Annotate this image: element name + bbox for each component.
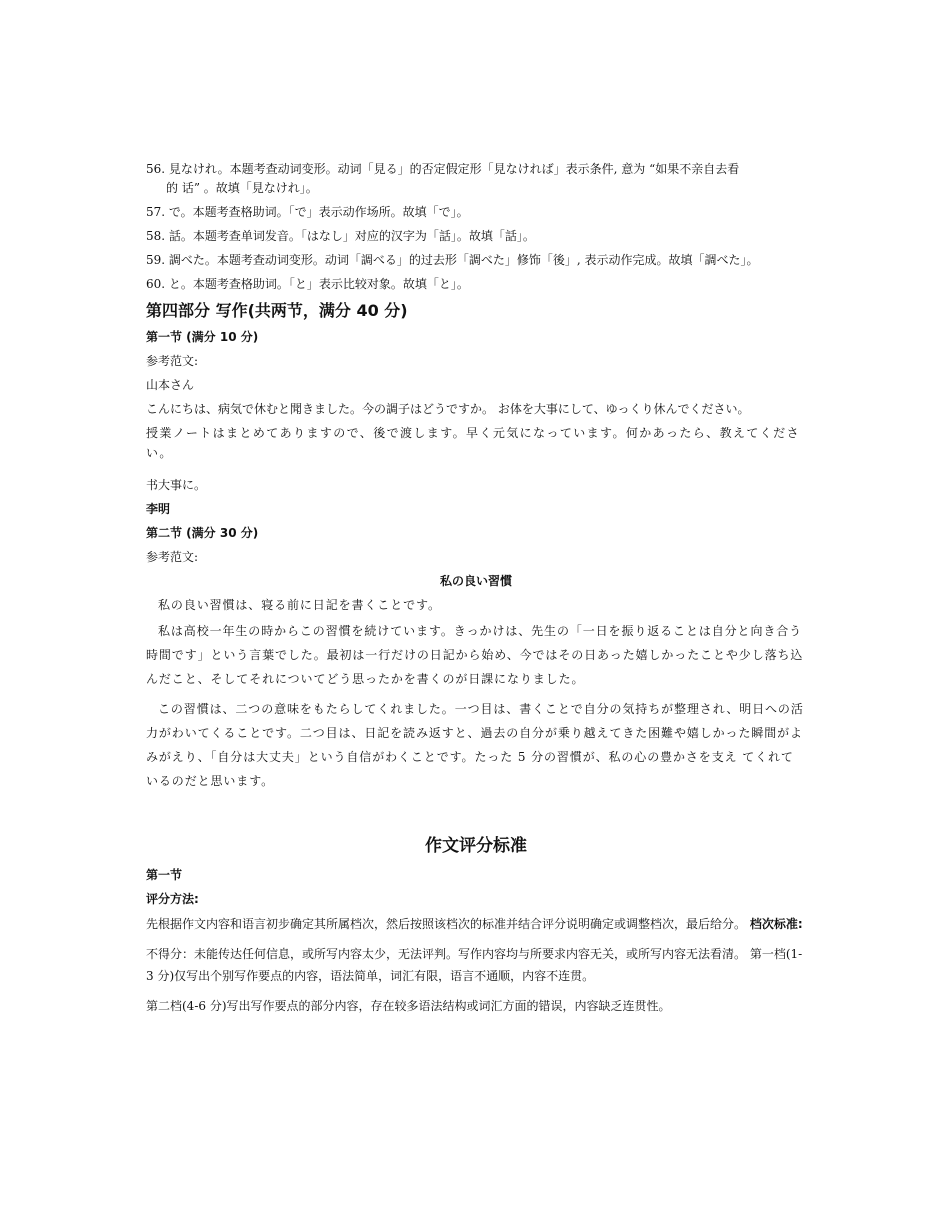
answer-56-line2: 的 话” 。故填「見なけれ」。 bbox=[166, 181, 318, 195]
spacer bbox=[146, 467, 806, 475]
answer-58: 58. 話。本题考查单词发音。「はなし」对应的汉字为「話」。故填「話」。 bbox=[146, 229, 535, 243]
essay-paragraph-2: 私は高校一年生の時からこの習慣を続けています。きっかけは、先生の「一日を振り返ることは自分と向き合う時間です」という言葉でした。最初は一行だけの日記から始め、今ではその日あった嬉しかったことや少し落ち込んだこと、そしてそれについてどう思ったかを書くのが日課になりました。 bbox=[146, 624, 804, 686]
essay-title: 私の良い習慣 bbox=[439, 574, 512, 588]
answer-57: 57. で。本题考查格助词。「で」表示动作场所。故填「で」。 bbox=[146, 205, 469, 219]
answer-56-line1: 56. 見なけれ。本题考查动词变形。动词「見る」的否定假定形「見なければ」表示条件, 意为 “如果不亲自去看 bbox=[146, 162, 740, 176]
answer-59: 59. 調べた。本题考查动词变形。动词「調べる」的过去形「調べた」修饰「後」, 表示动作完成。故填「調べた」。 bbox=[146, 253, 759, 267]
document-page bbox=[146, 160, 806, 1025]
essay-paragraph-3: この習慣は、二つの意味をもたらしてくれました。一つ目は、書くことで自分の気持ちが整理され、明日への活力がわいてくることです。二つ目は、日記を読み返すと、過去の自分が乗り越えてきた困難や嬉しかった瞬間がよみがえり、「自分は大丈夫」という自信がわくことです。たった 5 分の習慣が、私の心の豊かさを支え てくれているのだと思います。 bbox=[146, 702, 804, 788]
letter-addressee: 山本さん bbox=[146, 378, 195, 392]
criteria-grade-1: 第一档(1-3 分)仅写出个别写作要点的内容，语法简单，词汇有限，语言不通顺，内容不连贯。 bbox=[146, 947, 803, 983]
letter-signature: 李明 bbox=[146, 502, 171, 516]
criteria-title: 作文评分标准 bbox=[425, 836, 527, 856]
criteria-grade-label: 档次标准: bbox=[749, 917, 803, 931]
essay-paragraph-1: 私の良い習慣は、寝る前に日記を書くことです。 bbox=[158, 598, 441, 612]
criteria-method-text bbox=[146, 913, 806, 935]
part4-heading: 第四部分 写作(共两节，满分 40 分) bbox=[146, 301, 408, 320]
section2-ref-label: 参考范文: bbox=[146, 550, 199, 564]
criteria-section-label: 第一节 bbox=[146, 868, 183, 882]
criteria-method-body: 先根据作文内容和语言初步确定其所属档次，然后按照该档次的标准并结合评分说明确定或调整档次，最后给分。 bbox=[146, 917, 747, 931]
section1-heading: 第一节 (满分 10 分) bbox=[146, 330, 259, 344]
answer-60: 60. と。本题考查格助词。「と」表示比较对象。故填「と」。 bbox=[146, 277, 469, 291]
criteria-grade-2: 第二档(4-6 分)写出写作要点的部分内容，存在较多语法结构或词汇方面的错误，内容缺乏连贯性。 bbox=[146, 999, 671, 1013]
section1-ref-label: 参考范文: bbox=[146, 354, 199, 368]
letter-paragraph-1: こんにちは、病気で休むと聞きました。今の調子はどうですか。 お体を大事にして、ゆっくり休んでください。 bbox=[146, 402, 750, 416]
criteria-grade-0-1 bbox=[146, 943, 806, 987]
criteria-method-label: 评分方法: bbox=[146, 892, 199, 906]
answer-56 bbox=[146, 160, 806, 198]
letter-closing: 书大事に。 bbox=[146, 478, 207, 492]
section2-heading: 第二节 (满分 30 分) bbox=[146, 526, 259, 540]
letter-paragraph-2: 授業ノートはまとめてありますので、後で渡します。早く元気になっています。何かあったら、教えてください。 bbox=[146, 426, 800, 460]
criteria-grade-0: 不得分：未能传达任何信息，或所写内容太少，无法评判。写作内容均与所要求内容无关，或所写内容无法看清。 bbox=[146, 947, 747, 961]
